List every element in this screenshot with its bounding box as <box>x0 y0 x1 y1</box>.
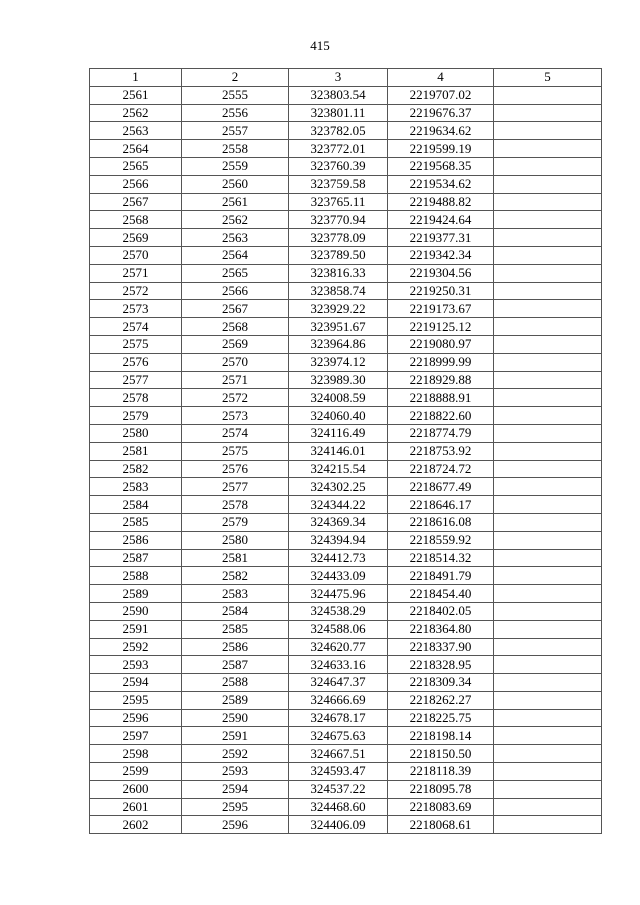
table-row <box>90 157 602 175</box>
table-cell: 324369.34 <box>289 513 388 531</box>
table-cell <box>494 549 602 567</box>
table-cell: 2591 <box>182 727 289 745</box>
table-cell: 323858.74 <box>289 282 388 300</box>
table-cell <box>494 175 602 193</box>
table-cell: 2593 <box>90 656 182 674</box>
table-cell: 2592 <box>90 638 182 656</box>
table-row <box>90 353 602 371</box>
table-row <box>90 407 602 425</box>
table-cell: 324302.25 <box>289 478 388 496</box>
table-cell: 2590 <box>182 709 289 727</box>
table-cell: 2574 <box>182 424 289 442</box>
table-cell: 2218677.49 <box>388 478 494 496</box>
table-cell: 324475.96 <box>289 585 388 603</box>
table-cell: 2586 <box>182 638 289 656</box>
table-cell: 2219707.02 <box>388 86 494 104</box>
table-cell: 2565 <box>182 264 289 282</box>
table-row <box>90 424 602 442</box>
table-cell: 324678.17 <box>289 709 388 727</box>
table-cell: 2218083.69 <box>388 798 494 816</box>
table-cell <box>494 816 602 834</box>
table-row <box>90 638 602 656</box>
page-number: 415 <box>310 38 330 53</box>
table-row <box>90 620 602 638</box>
table-cell: 2566 <box>90 175 182 193</box>
table-cell <box>494 656 602 674</box>
table-row <box>90 335 602 353</box>
table-cell: 2594 <box>90 674 182 692</box>
table-cell: 323951.67 <box>289 318 388 336</box>
table-cell: 2589 <box>182 691 289 709</box>
table-cell: 2218198.14 <box>388 727 494 745</box>
table-cell: 2219676.37 <box>388 104 494 122</box>
table-cell: 2589 <box>90 585 182 603</box>
table-cell <box>494 104 602 122</box>
table-cell: 324647.37 <box>289 674 388 692</box>
table-cell <box>494 335 602 353</box>
table-cell: 2587 <box>90 549 182 567</box>
table-cell: 2585 <box>90 513 182 531</box>
table-cell: 2219377.31 <box>388 229 494 247</box>
table-cell: 2596 <box>90 709 182 727</box>
table-cell: 2218646.17 <box>388 496 494 514</box>
table-cell: 2567 <box>182 300 289 318</box>
table-row <box>90 282 602 300</box>
table-cell: 324468.60 <box>289 798 388 816</box>
table-cell <box>494 86 602 104</box>
table-cell <box>494 620 602 638</box>
table-cell: 2597 <box>90 727 182 745</box>
table-cell <box>494 140 602 158</box>
table-cell <box>494 691 602 709</box>
table-cell: 2596 <box>182 816 289 834</box>
table-cell: 2564 <box>182 246 289 264</box>
table-cell: 2218888.91 <box>388 389 494 407</box>
table-row <box>90 318 602 336</box>
column-header: 4 <box>388 69 494 87</box>
table-cell <box>494 407 602 425</box>
table-cell: 323770.94 <box>289 211 388 229</box>
table-cell: 2219568.35 <box>388 157 494 175</box>
table-cell: 2569 <box>90 229 182 247</box>
table-cell: 324675.63 <box>289 727 388 745</box>
table-cell: 324116.49 <box>289 424 388 442</box>
table-cell: 2584 <box>182 602 289 620</box>
table-cell <box>494 763 602 781</box>
table-header-row <box>90 69 602 87</box>
table-row <box>90 442 602 460</box>
table-row <box>90 246 602 264</box>
column-header: 2 <box>182 69 289 87</box>
table-cell: 2218559.92 <box>388 531 494 549</box>
table-cell <box>494 513 602 531</box>
table-cell: 2582 <box>90 460 182 478</box>
table-cell: 2219599.19 <box>388 140 494 158</box>
table-cell: 2218616.08 <box>388 513 494 531</box>
table-cell: 2558 <box>182 140 289 158</box>
table-row <box>90 567 602 585</box>
table-row <box>90 193 602 211</box>
table-row <box>90 780 602 798</box>
table-cell: 2586 <box>90 531 182 549</box>
table-cell: 2219342.34 <box>388 246 494 264</box>
table-cell <box>494 709 602 727</box>
table-cell: 2578 <box>90 389 182 407</box>
table-cell: 324666.69 <box>289 691 388 709</box>
table-cell: 2218402.05 <box>388 602 494 620</box>
table-cell: 2582 <box>182 567 289 585</box>
table-cell: 2218364.80 <box>388 620 494 638</box>
table-cell: 2218225.75 <box>388 709 494 727</box>
table-cell: 323760.39 <box>289 157 388 175</box>
table-cell: 2573 <box>90 300 182 318</box>
table-cell <box>494 585 602 603</box>
table-cell: 2576 <box>90 353 182 371</box>
table-cell: 2595 <box>182 798 289 816</box>
table-cell: 324215.54 <box>289 460 388 478</box>
table-cell <box>494 798 602 816</box>
table-cell: 2583 <box>182 585 289 603</box>
table-cell <box>494 157 602 175</box>
table-cell: 2577 <box>182 478 289 496</box>
table-cell: 2593 <box>182 763 289 781</box>
table-cell: 323789.50 <box>289 246 388 264</box>
table-cell <box>494 424 602 442</box>
table-cell: 2218328.95 <box>388 656 494 674</box>
table-row <box>90 140 602 158</box>
table-cell: 2587 <box>182 656 289 674</box>
table-cell: 2595 <box>90 691 182 709</box>
table-cell: 2219488.82 <box>388 193 494 211</box>
table-cell <box>494 318 602 336</box>
table-cell: 2573 <box>182 407 289 425</box>
table-cell: 324060.40 <box>289 407 388 425</box>
table-cell: 2559 <box>182 157 289 175</box>
table-cell: 324537.22 <box>289 780 388 798</box>
table-cell: 2218068.61 <box>388 816 494 834</box>
table-row <box>90 389 602 407</box>
table-row <box>90 763 602 781</box>
table-cell: 2218822.60 <box>388 407 494 425</box>
table-cell: 323803.54 <box>289 86 388 104</box>
table-cell: 2218774.79 <box>388 424 494 442</box>
table-cell: 2219424.64 <box>388 211 494 229</box>
table-cell: 2567 <box>90 193 182 211</box>
column-header: 3 <box>289 69 388 87</box>
table-row <box>90 478 602 496</box>
table-cell: 324394.94 <box>289 531 388 549</box>
table-cell: 324146.01 <box>289 442 388 460</box>
table-body <box>90 86 602 833</box>
table-cell: 2572 <box>90 282 182 300</box>
table-cell: 2218095.78 <box>388 780 494 798</box>
table-cell <box>494 567 602 585</box>
table-cell: 2575 <box>182 442 289 460</box>
table-cell <box>494 674 602 692</box>
table-row <box>90 709 602 727</box>
table-cell: 323778.09 <box>289 229 388 247</box>
table-cell: 2571 <box>90 264 182 282</box>
table-cell: 2219304.56 <box>388 264 494 282</box>
table-cell <box>494 371 602 389</box>
table-cell: 324588.06 <box>289 620 388 638</box>
table-cell: 323759.58 <box>289 175 388 193</box>
table-cell: 2588 <box>90 567 182 585</box>
table-cell: 2561 <box>182 193 289 211</box>
table-cell <box>494 602 602 620</box>
table-cell: 2219250.31 <box>388 282 494 300</box>
table-cell <box>494 282 602 300</box>
table-cell: 2600 <box>90 780 182 798</box>
table-row <box>90 86 602 104</box>
table-row <box>90 798 602 816</box>
table-cell <box>494 300 602 318</box>
table-cell: 2218309.34 <box>388 674 494 692</box>
table-cell <box>494 193 602 211</box>
table-row <box>90 211 602 229</box>
table-cell: 2568 <box>90 211 182 229</box>
table-cell <box>494 460 602 478</box>
table-cell: 2566 <box>182 282 289 300</box>
table-cell: 2219634.62 <box>388 122 494 140</box>
table-row <box>90 104 602 122</box>
table-cell: 2218337.90 <box>388 638 494 656</box>
table-cell: 2577 <box>90 371 182 389</box>
table-cell: 2575 <box>90 335 182 353</box>
table-cell: 323801.11 <box>289 104 388 122</box>
table-cell <box>494 353 602 371</box>
table-cell: 324633.16 <box>289 656 388 674</box>
table-cell: 2570 <box>90 246 182 264</box>
table-row <box>90 549 602 567</box>
table-cell: 2561 <box>90 86 182 104</box>
table-row <box>90 229 602 247</box>
table-cell: 2599 <box>90 763 182 781</box>
table-row <box>90 122 602 140</box>
table-cell: 2219534.62 <box>388 175 494 193</box>
table-cell: 2580 <box>90 424 182 442</box>
table-cell: 2591 <box>90 620 182 638</box>
table-row <box>90 496 602 514</box>
table-row <box>90 531 602 549</box>
table-row <box>90 816 602 834</box>
table-cell: 2572 <box>182 389 289 407</box>
table-cell <box>494 246 602 264</box>
table-row <box>90 371 602 389</box>
table-cell <box>494 442 602 460</box>
table-cell <box>494 780 602 798</box>
table-cell <box>494 389 602 407</box>
table-cell: 2601 <box>90 798 182 816</box>
table-cell: 2592 <box>182 745 289 763</box>
table-cell: 2570 <box>182 353 289 371</box>
table-cell: 2219080.97 <box>388 335 494 353</box>
table-cell: 2564 <box>90 140 182 158</box>
table-cell: 323964.86 <box>289 335 388 353</box>
table-cell: 2218454.40 <box>388 585 494 603</box>
table-cell: 324008.59 <box>289 389 388 407</box>
table-cell: 2579 <box>90 407 182 425</box>
table-cell: 323989.30 <box>289 371 388 389</box>
table-cell <box>494 727 602 745</box>
table-cell <box>494 229 602 247</box>
table-row <box>90 674 602 692</box>
table-cell: 324433.09 <box>289 567 388 585</box>
table-cell: 2218999.99 <box>388 353 494 371</box>
table-cell: 2576 <box>182 460 289 478</box>
table-cell: 323974.12 <box>289 353 388 371</box>
table-cell: 2602 <box>90 816 182 834</box>
table-cell: 2578 <box>182 496 289 514</box>
table-cell <box>494 638 602 656</box>
table-cell: 323929.22 <box>289 300 388 318</box>
column-header: 1 <box>90 69 182 87</box>
table-cell: 2218491.79 <box>388 567 494 585</box>
table-cell: 2581 <box>90 442 182 460</box>
table-row <box>90 602 602 620</box>
column-header: 5 <box>494 69 602 87</box>
table-cell: 2218262.27 <box>388 691 494 709</box>
table-cell <box>494 496 602 514</box>
table-cell: 2580 <box>182 531 289 549</box>
table-row <box>90 727 602 745</box>
table-cell <box>494 745 602 763</box>
table-cell <box>494 211 602 229</box>
table-cell: 323782.05 <box>289 122 388 140</box>
table-cell: 2590 <box>90 602 182 620</box>
table-cell: 324344.22 <box>289 496 388 514</box>
table-row <box>90 175 602 193</box>
table-cell: 324667.51 <box>289 745 388 763</box>
table-cell: 2585 <box>182 620 289 638</box>
table-row <box>90 745 602 763</box>
table-cell <box>494 122 602 140</box>
table-cell <box>494 531 602 549</box>
table-cell <box>494 478 602 496</box>
table-cell: 2555 <box>182 86 289 104</box>
table-row <box>90 656 602 674</box>
table-cell: 2563 <box>90 122 182 140</box>
table-cell: 324406.09 <box>289 816 388 834</box>
table-cell: 323772.01 <box>289 140 388 158</box>
table-cell: 2562 <box>90 104 182 122</box>
table-cell: 2218150.50 <box>388 745 494 763</box>
table-cell: 323816.33 <box>289 264 388 282</box>
table-cell: 2588 <box>182 674 289 692</box>
table-row <box>90 585 602 603</box>
table-cell: 2556 <box>182 104 289 122</box>
table-cell: 2571 <box>182 371 289 389</box>
table-cell: 2574 <box>90 318 182 336</box>
table-cell: 2218753.92 <box>388 442 494 460</box>
table-cell: 2218929.88 <box>388 371 494 389</box>
table-cell: 2569 <box>182 335 289 353</box>
table-row <box>90 264 602 282</box>
table-cell: 2584 <box>90 496 182 514</box>
table-cell: 2583 <box>90 478 182 496</box>
table-cell: 2218724.72 <box>388 460 494 478</box>
table-cell: 2557 <box>182 122 289 140</box>
table-cell: 2594 <box>182 780 289 798</box>
table-cell: 2563 <box>182 229 289 247</box>
table-cell: 324620.77 <box>289 638 388 656</box>
table-cell: 2562 <box>182 211 289 229</box>
table-row <box>90 691 602 709</box>
table-cell <box>494 264 602 282</box>
table-cell: 324538.29 <box>289 602 388 620</box>
coordinates-table <box>89 68 602 834</box>
table-cell: 2560 <box>182 175 289 193</box>
table-cell: 2568 <box>182 318 289 336</box>
table-cell: 2218118.39 <box>388 763 494 781</box>
table-cell: 324412.73 <box>289 549 388 567</box>
table-row <box>90 300 602 318</box>
table-cell: 2598 <box>90 745 182 763</box>
table-row <box>90 513 602 531</box>
table-cell: 323765.11 <box>289 193 388 211</box>
table-cell: 2218514.32 <box>388 549 494 567</box>
table-row <box>90 460 602 478</box>
table-cell: 2565 <box>90 157 182 175</box>
table-cell: 2219125.12 <box>388 318 494 336</box>
table-cell: 2219173.67 <box>388 300 494 318</box>
table-cell: 2581 <box>182 549 289 567</box>
table-cell: 324593.47 <box>289 763 388 781</box>
table-cell: 2579 <box>182 513 289 531</box>
